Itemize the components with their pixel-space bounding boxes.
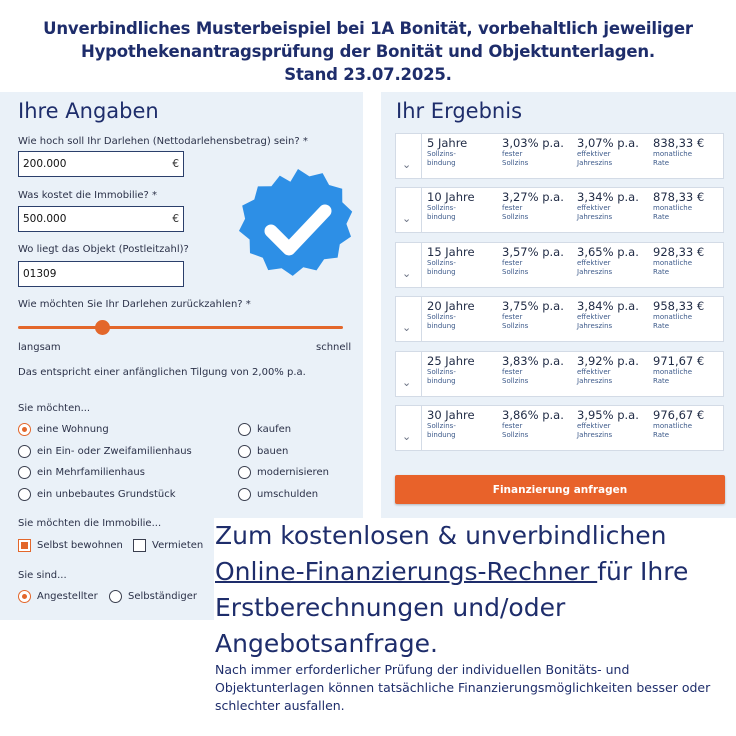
intent-option-kaufen[interactable] xyxy=(238,423,291,436)
result-row[interactable] xyxy=(395,187,724,233)
status-label: Sie sind... xyxy=(18,570,67,581)
binding-cell xyxy=(427,136,475,168)
fixed-rate-cell xyxy=(502,299,564,331)
monthly-rate-value: 971,67 € xyxy=(653,354,705,368)
disclaimer-line-2: Hypothekenantragsprüfung der Bonität und Objektunterlagen. xyxy=(81,42,655,61)
promo-text xyxy=(214,518,736,662)
slider-min-label: langsam xyxy=(18,342,61,353)
repayment-slider-track[interactable] xyxy=(18,326,343,329)
intent-option-label: bauen xyxy=(257,446,289,457)
disclaimer-line-1: Unverbindliches Musterbeispiel bei 1A Bonität, vorbehaltlich jeweiliger xyxy=(43,19,693,38)
result-row[interactable] xyxy=(395,242,724,288)
zip-label: Wo liegt das Objekt (Postleitzahl)? xyxy=(18,244,189,255)
effective-rate-cell xyxy=(577,408,639,440)
calculator-link[interactable]: Online-Finanzierungs-Rechner xyxy=(215,557,598,586)
intent-option-modernisieren[interactable] xyxy=(238,466,329,479)
intent-option-wohnung[interactable] xyxy=(18,423,109,436)
effective-rate-sublabel: effektiver Jahreszins xyxy=(577,150,613,167)
usage-label: Sie möchten die Immobilie... xyxy=(18,518,162,529)
fixed-rate-sublabel: fester Sollzins xyxy=(502,368,529,385)
price-currency: € xyxy=(172,213,179,225)
monthly-rate-sublabel: monatliche Rate xyxy=(653,313,693,330)
loan-amount-label: Wie hoch soll Ihr Darlehen (Nettodarlehensbetrag) sein? * xyxy=(18,136,308,147)
fixed-rate-cell xyxy=(502,354,564,386)
zip-value: 01309 xyxy=(23,268,57,280)
fixed-rate-cell xyxy=(502,245,564,277)
intent-option-label: ein unbebautes Grundstück xyxy=(37,489,176,500)
intent-option-label: ein Ein- oder Zweifamilienhaus xyxy=(37,446,192,457)
chevron-down-icon: ⌄ xyxy=(402,267,412,280)
radio xyxy=(238,466,251,479)
intent-option-label: ein Mehrfamilienhaus xyxy=(37,467,145,478)
binding-sublabel: Sollzins-bindung xyxy=(427,368,456,385)
intent-option-mehrfamilienhaus[interactable] xyxy=(18,466,145,479)
effective-rate-value: 3,95% p.a. xyxy=(577,408,639,422)
intent-option-label: kaufen xyxy=(257,424,292,435)
result-row[interactable] xyxy=(395,296,724,342)
fixed-rate-sublabel: fester Sollzins xyxy=(502,150,529,167)
fixed-rate-value: 3,27% p.a. xyxy=(502,190,564,204)
effective-rate-value: 3,65% p.a. xyxy=(577,245,639,259)
row-toggle[interactable] xyxy=(396,406,422,450)
result-row[interactable] xyxy=(395,405,724,451)
chevron-down-icon: ⌄ xyxy=(402,321,412,334)
result-row[interactable] xyxy=(395,133,724,179)
radio xyxy=(238,423,251,436)
loan-amount-value: 200.000 xyxy=(23,158,67,170)
fixed-rate-sublabel: fester Sollzins xyxy=(502,422,529,439)
monthly-rate-cell xyxy=(653,190,704,222)
fixed-rate-value: 3,83% p.a. xyxy=(502,354,564,368)
effective-rate-sublabel: effektiver Jahreszins xyxy=(577,368,613,385)
status-option-label: Angestellter xyxy=(37,591,98,602)
monthly-rate-cell xyxy=(653,354,704,386)
property-price-input[interactable] xyxy=(18,206,184,232)
repayment-label: Wie möchten Sie Ihr Darlehen zurückzahlen? * xyxy=(18,299,251,310)
binding-sublabel: Sollzins-bindung xyxy=(427,313,456,330)
intent-option-umschulden[interactable] xyxy=(238,488,318,501)
status-option-selbstaendiger[interactable] xyxy=(109,590,197,603)
monthly-rate-cell xyxy=(653,299,704,331)
disclaimer-date: Stand 23.07.2025. xyxy=(284,65,452,84)
binding-cell xyxy=(427,190,475,222)
monthly-rate-cell xyxy=(653,245,704,277)
binding-years: 30 Jahre xyxy=(427,408,475,422)
status-option-angestellter[interactable] xyxy=(18,590,98,603)
fixed-rate-sublabel: fester Sollzins xyxy=(502,259,529,276)
binding-sublabel: Sollzins-bindung xyxy=(427,259,456,276)
effective-rate-sublabel: effektiver Jahreszins xyxy=(577,204,613,221)
radio-selected xyxy=(18,590,31,603)
fixed-rate-cell xyxy=(502,408,564,440)
loan-amount-input[interactable] xyxy=(18,151,184,177)
monthly-rate-value: 838,33 € xyxy=(653,136,705,150)
binding-years: 20 Jahre xyxy=(427,299,475,313)
property-price-value: 500.000 xyxy=(23,213,67,225)
verified-check-badge-icon xyxy=(233,165,363,295)
monthly-rate-sublabel: monatliche Rate xyxy=(653,204,693,221)
binding-years: 10 Jahre xyxy=(427,190,475,204)
intent-option-bauen[interactable] xyxy=(238,445,288,458)
promo-after: für Ihre Erstberechnungen und/oder Angebotsanfrage. xyxy=(215,557,689,658)
binding-cell xyxy=(427,408,475,440)
fixed-rate-value: 3,57% p.a. xyxy=(502,245,564,259)
radio-selected xyxy=(18,423,31,436)
radio xyxy=(238,488,251,501)
intent-option-zweifamilienhaus[interactable] xyxy=(18,445,192,458)
intent-option-label: umschulden xyxy=(257,489,319,500)
effective-rate-cell xyxy=(577,245,639,277)
fixed-rate-cell xyxy=(502,190,564,222)
intent-option-grundstueck[interactable] xyxy=(18,488,176,501)
binding-sublabel: Sollzins-bindung xyxy=(427,150,456,167)
row-toggle[interactable] xyxy=(396,134,422,178)
disclaimer-header xyxy=(0,17,736,86)
effective-rate-sublabel: effektiver Jahreszins xyxy=(577,422,613,439)
monthly-rate-value: 976,67 € xyxy=(653,408,705,422)
chevron-down-icon: ⌄ xyxy=(402,430,412,443)
promo-before: Zum kostenlosen & unverbindlichen xyxy=(215,521,667,550)
monthly-rate-cell xyxy=(653,136,704,168)
effective-rate-sublabel: effektiver Jahreszins xyxy=(577,313,613,330)
binding-cell xyxy=(427,299,475,331)
effective-rate-cell xyxy=(577,190,639,222)
radio xyxy=(238,445,251,458)
intent-label: Sie möchten... xyxy=(18,403,91,414)
monthly-rate-cell xyxy=(653,408,704,440)
fixed-rate-value: 3,75% p.a. xyxy=(502,299,564,313)
request-financing-button[interactable]: Finanzierung anfragen xyxy=(395,475,725,504)
effective-rate-value: 3,84% p.a. xyxy=(577,299,639,313)
property-price-label: Was kostet die Immobilie? * xyxy=(18,190,158,201)
monthly-rate-sublabel: monatliche Rate xyxy=(653,368,693,385)
monthly-rate-sublabel: monatliche Rate xyxy=(653,150,693,167)
chevron-down-icon: ⌄ xyxy=(402,212,412,225)
zip-input[interactable] xyxy=(18,261,184,287)
fixed-rate-sublabel: fester Sollzins xyxy=(502,204,529,221)
effective-rate-sublabel: effektiver Jahreszins xyxy=(577,259,613,276)
binding-years: 25 Jahre xyxy=(427,354,475,368)
status-option-label: Selbständiger xyxy=(128,591,197,602)
row-toggle[interactable] xyxy=(396,297,422,341)
effective-rate-cell xyxy=(577,136,639,168)
usage-option-vermieten[interactable] xyxy=(133,539,203,552)
binding-cell xyxy=(427,354,475,386)
radio xyxy=(109,590,122,603)
effective-rate-value: 3,34% p.a. xyxy=(577,190,639,204)
monthly-rate-value: 878,33 € xyxy=(653,190,705,204)
row-toggle[interactable] xyxy=(396,188,422,232)
usage-option-selbst[interactable] xyxy=(18,539,123,552)
intent-option-label: modernisieren xyxy=(257,467,329,478)
monthly-rate-sublabel: monatliche Rate xyxy=(653,259,693,276)
effective-rate-cell xyxy=(577,299,639,331)
binding-sublabel: Sollzins-bindung xyxy=(427,204,456,221)
fixed-rate-sublabel: fester Sollzins xyxy=(502,313,529,330)
monthly-rate-sublabel: monatliche Rate xyxy=(653,422,693,439)
checkbox xyxy=(133,539,146,552)
repayment-slider-thumb[interactable] xyxy=(95,320,110,335)
binding-sublabel: Sollzins-bindung xyxy=(427,422,456,439)
binding-years: 15 Jahre xyxy=(427,245,475,259)
checkbox-checked xyxy=(18,539,31,552)
result-panel-title: Ihr Ergebnis xyxy=(396,99,523,123)
row-toggle[interactable] xyxy=(396,243,422,287)
fixed-rate-value: 3,86% p.a. xyxy=(502,408,564,422)
loan-currency: € xyxy=(172,158,179,170)
result-row[interactable] xyxy=(395,351,724,397)
usage-option-label: Vermieten xyxy=(152,540,204,551)
usage-option-label: Selbst bewohnen xyxy=(37,540,123,551)
effective-rate-value: 3,07% p.a. xyxy=(577,136,639,150)
binding-cell xyxy=(427,245,475,277)
tilgung-text: Das entspricht einer anfänglichen Tilgung von 2,00% p.a. xyxy=(18,367,306,378)
intent-option-label: eine Wohnung xyxy=(37,424,109,435)
radio xyxy=(18,466,31,479)
slider-max-label: schnell xyxy=(316,342,352,353)
row-toggle[interactable] xyxy=(396,352,422,396)
fixed-rate-cell xyxy=(502,136,564,168)
disclaimer-note: Nach immer erforderlicher Prüfung der individuellen Bonitäts- und Objektunterlagen können tatsächliche Finanzierungsmöglichkeiten besser oder schlechter ausfallen. xyxy=(215,662,711,713)
fixed-rate-value: 3,03% p.a. xyxy=(502,136,564,150)
effective-rate-cell xyxy=(577,354,639,386)
chevron-down-icon: ⌄ xyxy=(402,158,412,171)
monthly-rate-value: 928,33 € xyxy=(653,245,705,259)
binding-years: 5 Jahre xyxy=(427,136,468,150)
chevron-down-icon: ⌄ xyxy=(402,376,412,389)
radio xyxy=(18,488,31,501)
radio xyxy=(18,445,31,458)
input-panel-title: Ihre Angaben xyxy=(18,99,159,123)
monthly-rate-value: 958,33 € xyxy=(653,299,705,313)
effective-rate-value: 3,92% p.a. xyxy=(577,354,639,368)
